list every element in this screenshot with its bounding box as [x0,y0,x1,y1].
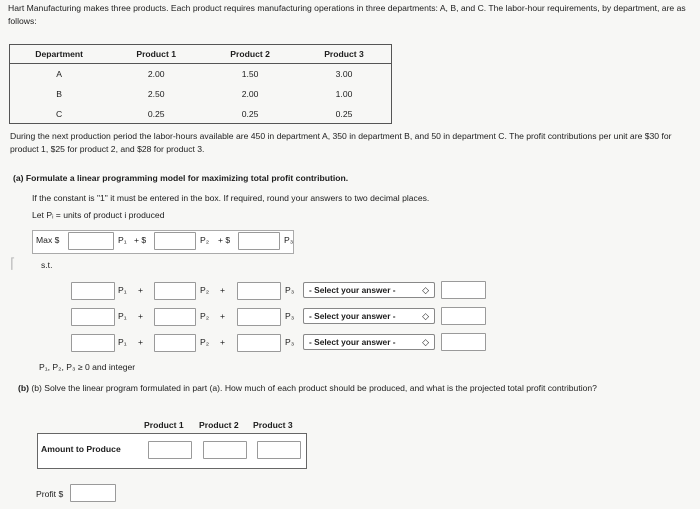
p1-label: P₁ [118,337,127,347]
p2-label: P₂ [200,285,210,295]
constraint-3-p2-coef-input[interactable] [154,334,196,352]
table-row [9,84,391,104]
plus-dollar: + $ [134,235,147,245]
amount-product-1-input[interactable] [148,441,192,459]
constraint-3-relation-select[interactable]: - Select your answer - ◇ [303,334,435,350]
table-row [9,104,391,124]
plus-dollar: + $ [218,235,231,245]
plus-sign: + [138,337,144,347]
constraint-3-p1-coef-input[interactable] [71,334,115,352]
cell-dept: A [56,69,62,79]
col-header-product-2: Product 2 [199,420,239,430]
constraint-1-rhs-input[interactable] [441,281,486,299]
cell-value: 0.25 [147,109,165,119]
part-b-heading: (b) (b) Solve the linear program formulated in part (a). How much of each product should be produced, and what is the projected total profit contribution? [18,383,597,393]
profit-label: Profit $ [36,489,64,499]
amount-to-produce-label: Amount to Produce [41,444,121,454]
chevron-icon: ◇ [422,311,429,321]
objective-coef-p2-input[interactable] [154,232,196,250]
plus-sign: + [220,285,226,295]
p3-label: P₃ [284,235,294,245]
plus-sign: + [220,311,226,321]
p1-label: P₁ [118,235,127,245]
nonnegativity-constraint: P₁, P₂, P₃ ≥ 0 and integer [39,362,136,372]
constraint-1-relation-select[interactable]: - Select your answer - ◇ [303,282,435,298]
constraint-2-rhs-input[interactable] [441,307,486,325]
subject-to-label: s.t. [41,260,53,270]
cell-value: 2.50 [147,89,165,99]
constraint-3-p3-coef-input[interactable] [237,334,281,352]
col-header-department: Department [9,44,109,64]
p1-label: P₁ [118,311,127,321]
p3-label: P₃ [285,285,295,295]
p3-label: P₃ [285,311,295,321]
rounding-note: If the constant is "1" it must be entered in the box. If required, round your answers to two decimal places. [32,193,430,203]
amount-product-2-input[interactable] [203,441,247,459]
table-row [9,64,391,85]
table-header-row [9,44,391,64]
cell-dept: C [56,109,63,119]
cell-value: 1.50 [241,69,259,79]
cell-value: 0.25 [335,109,353,119]
col-header-product-2: Product 2 [203,44,297,64]
cell-value: 0.25 [241,109,259,119]
part-b-text: (b) Solve the linear program formulated in part (a). How much of each product should be produced, and what is the projected total profit contribution? [31,383,597,393]
cell-value: 2.00 [241,89,259,99]
plus-sign: + [138,285,144,295]
p2-label: P₂ [200,235,210,245]
constraint-1-p1-coef-input[interactable] [71,282,115,300]
max-label: Max $ [36,235,60,245]
constraint-2-relation-select[interactable]: - Select your answer - ◇ [303,308,435,324]
constraint-1-p2-coef-input[interactable] [154,282,196,300]
p3-label: P₃ [285,337,295,347]
cell-dept: B [56,89,62,99]
problem-intro: Hart Manufacturing makes three products. Each product requires manufacturing operations in three departments: A, B, and C. The labor-hour requirements, by department, are as follows: [8,3,686,26]
problem-details: During the next production period the labor-hours available are 450 in department A, 350 in department B, and 50 in department C. The profit contributions per unit are $30 for product 1, $25 for product 2, and $28 for product 3. [10,131,672,154]
profit-input[interactable] [70,484,116,502]
p2-label: P₂ [200,337,210,347]
col-header-product-1: Product 1 [109,44,203,64]
constraint-2-p1-coef-input[interactable] [71,308,115,326]
cell-value: 1.00 [335,89,353,99]
p2-label: P₂ [200,311,210,321]
cell-value: 2.00 [147,69,165,79]
part-a-heading: (a) Formulate a linear programming model for maximizing total profit contribution. [13,173,349,183]
constraint-3-rhs-input[interactable] [441,333,486,351]
col-header-product-1: Product 1 [144,420,184,430]
objective-coef-p3-input[interactable] [238,232,280,250]
objective-coef-p1-input[interactable] [68,232,114,250]
plus-sign: + [138,311,144,321]
chevron-icon: ◇ [422,337,429,347]
p1-label: P₁ [118,285,127,295]
chevron-icon: ◇ [422,285,429,295]
constraint-2-p3-coef-input[interactable] [237,308,281,326]
col-header-product-3: Product 3 [253,420,293,430]
plus-sign: + [220,337,226,347]
constraint-2-p2-coef-input[interactable] [154,308,196,326]
decorative-mark: ⌈ [10,255,16,271]
constraint-1-p3-coef-input[interactable] [237,282,281,300]
amount-product-3-input[interactable] [257,441,301,459]
cell-value: 3.00 [335,69,353,79]
labor-hours-table [9,44,391,124]
col-header-product-3: Product 3 [297,44,391,64]
variable-definition: Let Pᵢ = units of product i produced [32,210,165,220]
